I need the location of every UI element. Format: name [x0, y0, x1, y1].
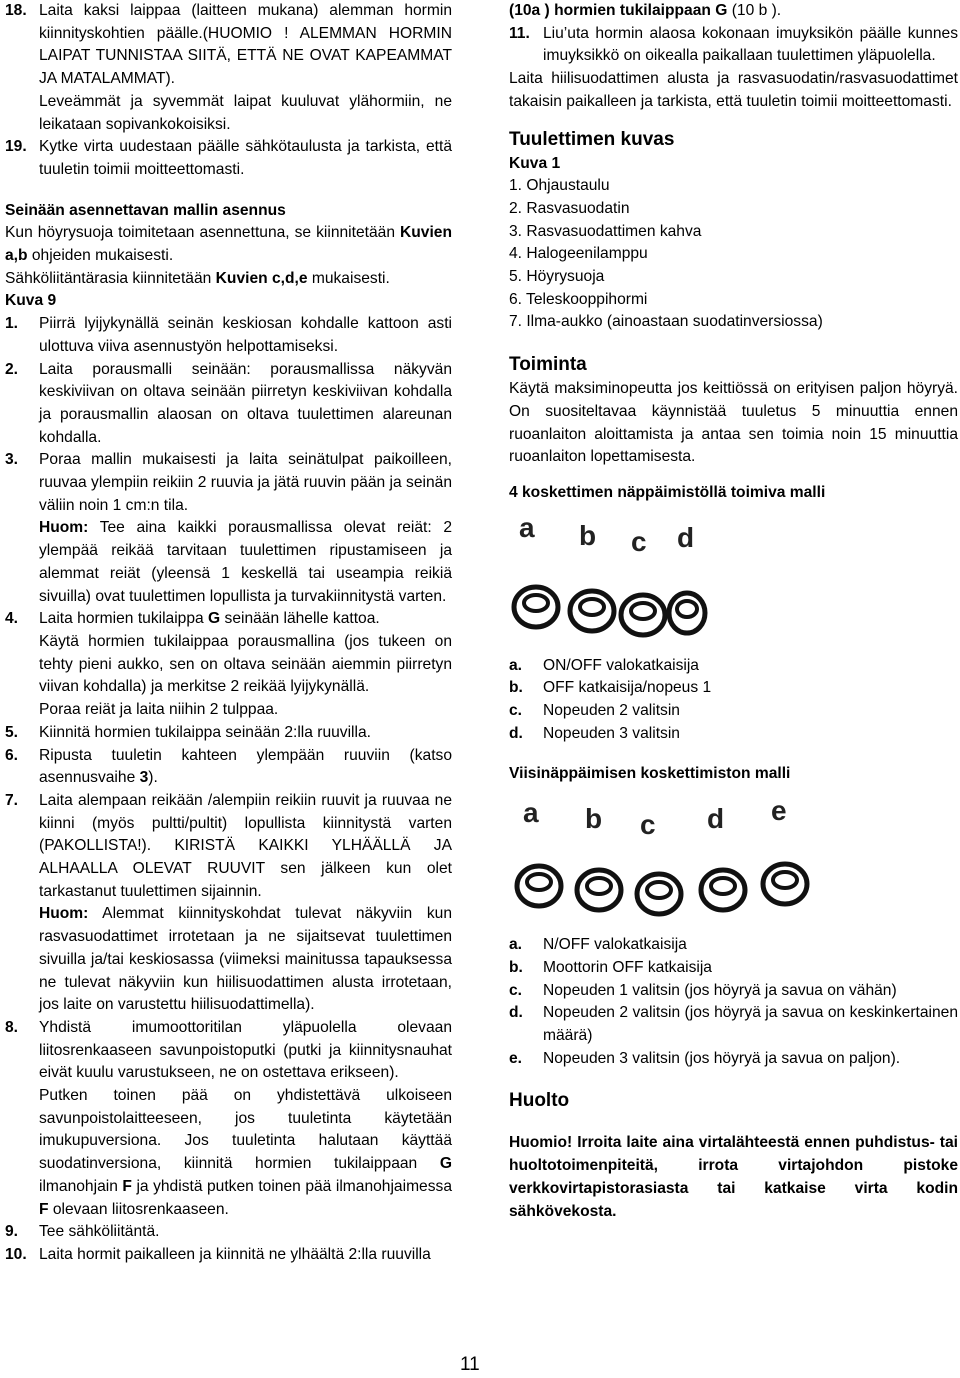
- step-19: [5, 136, 452, 181]
- key-letter-c: c: [640, 809, 656, 841]
- operation-text: Käytä maksiminopeutta jos keittiössä on erityisen paljon höyryä. On suositeltavaa käynnistää tuuletus 5 minuuttia ennen ruoanlaiton aloittamista ja antaa sen toimia noin 15 minuuttia ruoanlaiton lopettamisesta.: [509, 380, 958, 466]
- key-letter-a: a: [523, 797, 539, 829]
- list-item: 2. Rasvasuodatin: [509, 199, 630, 217]
- filter-instruction: Laita hiilisuodattimen alusta ja rasvasuodatin/rasvasuodattimet takaisin paikalleen ja tarkista, että tuuletin toimii moitteettomasti.: [509, 70, 958, 110]
- step-11: 11. Liu’uta hormin alaosa kokonaan imuyksikön päälle kunnes imuyksikkö on oikealla paikallaan tuulettimen yläpuolella.: [509, 24, 958, 65]
- keypad-5-diagram: [509, 792, 829, 928]
- step-text: Leveämmät ja syvemmät laipat kuuluvat ylähormiin, ne leikataan sopivankokoisiksi.: [39, 92, 452, 133]
- step-9: 9. Tee sähköliitäntä.: [5, 1223, 160, 1241]
- figure-ref: Kuva 9: [5, 292, 57, 310]
- list-item: d. Nopeuden 3 valitsin: [509, 724, 680, 742]
- step-10-continued: (10a ) hormien tukilaippaan G (10 b ).: [509, 2, 782, 19]
- list-item: 6. Teleskooppihormi: [509, 290, 648, 308]
- list-item: a. ON/OFF valokatkaisija: [509, 656, 699, 674]
- figure-heading: Tuulettimen kuvas: [509, 128, 675, 150]
- step-4: 4. Laita hormien tukilaippa G seinään lähelle kattoa. Käytä hormien tukilaippaa porausmallina (jos tukeen on tehty pieni aukko, sen on oltava seinään aiemmin piirretyn viivan kohdalla) ja merkitse 2 reikää lyijykynällä. Poraa reiät ja laita niihin 2 tulppaa.: [5, 610, 452, 719]
- list-item: 7. Ilma-aukko (ainoastaan suodatinversiossa): [509, 313, 823, 331]
- step-3: 3. Poraa mallin mukaisesti ja laita seinätulpat paikoilleen, ruuvaa ylempiin reikiin 2 ruuvia ja jätä ruuvin pään ja seinän väliin noin 1 cm:n tila. Huom: Tee aina kaikki porausmallissa olevat reiät: 2 ylempää reikää tarvitaan tuulettimen ripustamiseen ja alemmat reiät (yleensä 1 keskellä tai useampia reikiä sivuilla) ovat tuulettimen lopullista ja turvakiinnitystä varten.: [5, 449, 452, 608]
- section-heading: Toiminta: [509, 354, 587, 376]
- key-button-icon: [637, 874, 681, 914]
- step-number: 18.: [5, 2, 27, 19]
- figure-ref: Kuva 1: [509, 154, 561, 172]
- section-heading: Huolto: [509, 1090, 570, 1112]
- key-button-icon: [621, 595, 665, 635]
- step-7: 7. Laita alempaan reikään /alempiin reikiin ruuvit ja ruuvaa ne kiinni (myös pultti/pultit) lopullista kiinnitystä varten (PAKOLLISTA!). KIRISTÄ KAIKKI YLHÄÄLLÄ JA ALHAALLA OLEVAT RUUVIT sen jälkeen kun olet tarkastanut tuulettimen sijainnin. Huom: Alemmat kiinnityskohdat tulevat näkyviin kun rasvasuodattimet irrotetaan ja ne sijaitsevat tuulettimen sivuilla ja/tai keskiosassa (viimeksi mainitussa tapauksessa ne tulevat näkyviin kun hiilisuodattimen alusta irrotetaan, jos laite on varustettu hiilisuodattimella).: [5, 790, 452, 1017]
- list-item: a. N/OFF valokatkaisija: [509, 936, 687, 954]
- step-18: [5, 0, 452, 136]
- maintenance-warning: Huomio! Irroita laite aina virtalähteestä ennen puhdistus- tai huoltotoimenpiteitä, irrota virtajohdon pistoke verkkovirtapistorasiasta tai katkaise virta kodin sähkövekosta.: [509, 1134, 958, 1220]
- step-5: 5. Kiinnitä hormien tukilaippa seinään 2:lla ruuvilla.: [5, 723, 371, 741]
- list-item: 1. Ohjaustaulu: [509, 177, 610, 195]
- key-button-icon: [669, 593, 705, 633]
- parts-list: [509, 175, 958, 334]
- key-letter-d: d: [707, 803, 725, 835]
- keypad4-heading: 4 koskettimen näppäimistöllä toimiva malli: [509, 483, 826, 501]
- step-2: 2. Laita porausmalli seinään: porausmallissa näkyvän keskiviivan on oltava seinään piirretyn keskiviivan kohdalla ja porausmallin alaosan on oltava tuulettimen alareunan kohdalla.: [5, 360, 452, 446]
- step-text: Kytke virta uudestaan päälle sähkötaulusta ja tarkista, että tuuletin toimii moitteettomasti.: [39, 138, 452, 178]
- key-letter-c: c: [631, 525, 647, 557]
- key-button-icon: [570, 591, 614, 631]
- list-item: c. Nopeuden 2 valitsin: [509, 702, 680, 720]
- list-item: 3. Rasvasuodattimen kahva: [509, 222, 702, 240]
- keypad5-heading: Viisinäppäimisen koskettimiston malli: [509, 765, 791, 783]
- keypad-4-diagram: [509, 511, 709, 649]
- key-button-icon: [701, 870, 745, 910]
- step-1: 1. Piirrä lyijykynällä seinän keskiosan kohdalle kattoon asti ulottuva viiva asennustyön helpottamiseksi.: [5, 315, 452, 355]
- intro-text: Kun höyrysuoja toimitetaan asennettuna, se kiinnitetään Kuvien a,b ohjeiden mukaisesti.: [5, 224, 452, 265]
- list-item: d. Nopeuden 2 valitsin (jos höyryä ja savua on keskinkertainen määrä): [509, 1004, 958, 1044]
- key-button-icon: [514, 587, 558, 627]
- step-8: 8. Yhdistä imumoottoritilan yläpuolella olevaan liitosrenkaaseen savunpoistoputki (putki ja kiinnitysnauhat eivät kuulu varustukseen, ne on ostettava erikseen). Putken toinen pää on yhdistettävä ulkoiseen savunpoistolaitteeseen, jos tuuletinta käytetään imukupuversiona. Jos tuuletinta halutaan käyttää suodatinversiona, kiinnitä hormien tukilaippaan G ilmanohjain F ja yhdistä putken toinen pää ilmanohjaimessa F olevaan liitosrenkaaseen.: [5, 1018, 452, 1218]
- list-item: 4. Halogeenilamppu: [509, 245, 648, 263]
- right-column: [509, 0, 958, 1223]
- key-button-icon: [517, 866, 561, 906]
- list-item: e. Nopeuden 3 valitsin (jos höyryä ja savua on paljon).: [509, 1049, 901, 1067]
- list-item: 5. Höyrysuoja: [509, 268, 605, 286]
- note: Huom: Tee aina kaikki porausmallissa olevat reiät: 2 ylempää reikää tarvitaan tuulettimen ripustamiseen ja alemmat reiät (yleensä 1 keskellä tai useampia reikiä sivuilla) ovat tuulettimen lopullista ja turvakiinnitystä varten.: [39, 519, 452, 605]
- key-letter-d: d: [677, 521, 695, 553]
- list-item: c. Nopeuden 1 valitsin (jos höyryä ja savua on vähän): [509, 981, 897, 999]
- key-letter-b: b: [579, 519, 597, 551]
- key-letter-b: b: [585, 803, 603, 835]
- step-6: 6. Ripusta tuuletin kahteen ylempään ruuviin (katso asennusvaihe 3).: [5, 746, 452, 787]
- key-letter-e: e: [771, 795, 787, 827]
- list-item: b. OFF katkaisija/nopeus 1: [509, 679, 712, 697]
- intro-text: Sähköliitäntärasia kiinnitetään Kuvien c,d,e mukaisesti.: [5, 269, 390, 287]
- left-column: [5, 0, 452, 1267]
- page-number: 11: [460, 1354, 480, 1375]
- key-button-icon: [577, 870, 621, 910]
- section-heading: Seinään asennettavan mallin asennus: [5, 201, 286, 219]
- step-number: 19.: [5, 138, 27, 156]
- key-letter-a: a: [519, 511, 535, 543]
- note: Huom: Alemmat kiinnityskohdat tulevat näkyviin kun rasvasuodattimet irrotetaan ja ne sijaitsevat tuulettimen sivuilla ja/tai keskiosassa (viimeksi mainitussa tapauksessa ne tulevat näkyviin kun hiilisuodattimen alusta irrotetaan, jos laite on varustettu hiilisuodattimella).: [39, 905, 452, 1014]
- key-button-icon: [763, 864, 807, 904]
- list-item: b. Moottorin OFF katkaisija: [509, 958, 712, 976]
- step-10: 10. Laita hormit paikalleen ja kiinnitä ne ylhäältä 2:lla ruuvilla: [5, 1245, 431, 1263]
- step-text: Laita kaksi laippaa (laitteen mukana) alemman hormin kiinnityskohtien päälle.(HUOMIO ! ALEMMAN HORMIN LAIPAT TUNNISTAA SIITÄ, ETTÄ NE OVAT KAPEAMMAT JA MATALAMMAT).: [39, 2, 452, 88]
